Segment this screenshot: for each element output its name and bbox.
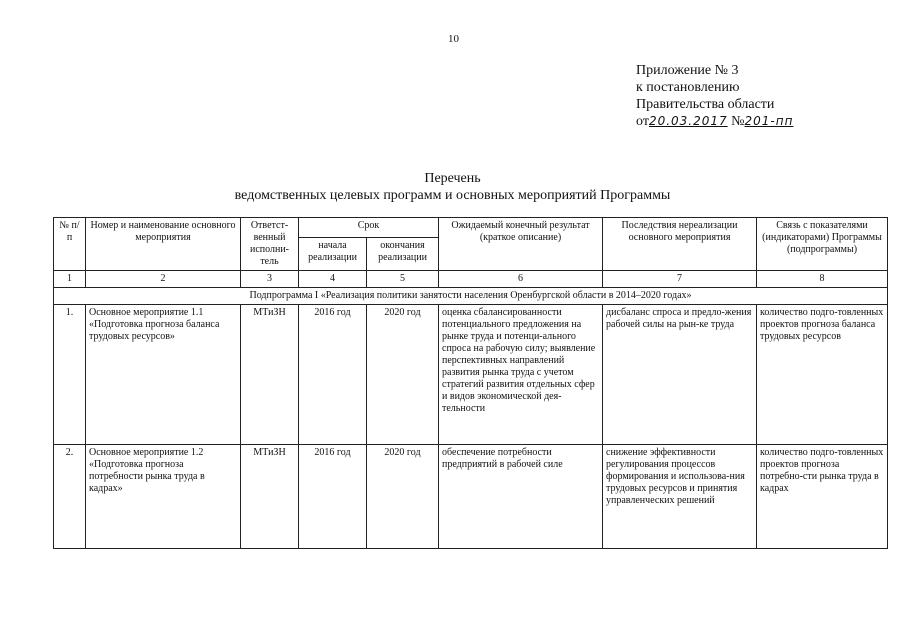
header-result: Ожидаемый конечный результат (краткое описание) (439, 218, 603, 271)
row-result: обеспечение потребности предприятий в рабочей силе (439, 445, 603, 549)
col-number: 8 (757, 271, 888, 288)
programs-table (53, 217, 888, 549)
row-executor: МТиЗН (241, 305, 299, 445)
row-name: Основное мероприятие 1.2 «Подготовка прогноза потребности рынка труда в кадрах» (86, 445, 241, 549)
title-line-2: ведомственных целевых программ и основных мероприятий Программы (234, 188, 671, 203)
row-name: Основное мероприятие 1.1 «Подготовка прогноза баланса трудовых ресурсов» (86, 305, 241, 445)
row-link: количество подго-товленных проектов прогноза баланса трудовых ресурсов (757, 305, 888, 445)
appendix-date-line (636, 113, 793, 130)
column-numbers-row (54, 271, 888, 288)
row-num: 2. (54, 445, 86, 549)
date-prefix: от (636, 114, 649, 129)
appendix-block (636, 62, 793, 130)
col-number: 4 (299, 271, 367, 288)
title-line-1: Перечень (424, 171, 481, 186)
col-number: 1 (54, 271, 86, 288)
table-row (54, 445, 888, 549)
header-end: окончания реализации (367, 237, 439, 270)
appendix-line-3: Правительства области (636, 97, 775, 112)
header-name: Номер и наименование основного мероприятия (86, 218, 241, 271)
col-number: 5 (367, 271, 439, 288)
appendix-line-2: к постановлению (636, 80, 740, 95)
appendix-line-1: Приложение № 3 (636, 63, 739, 78)
col-number: 2 (86, 271, 241, 288)
col-number: 6 (439, 271, 603, 288)
header-link: Связь с показателями (индикаторами) Программы (подпрограммы) (757, 218, 888, 271)
header-start: начала реализации (299, 237, 367, 270)
row-executor: МТиЗН (241, 445, 299, 549)
number-prefix: № (731, 114, 745, 129)
row-num: 1. (54, 305, 86, 445)
header-executor: Ответст-венный исполни-тель (241, 218, 299, 271)
page-number: 10 (448, 33, 459, 45)
number-value: 201-пп (744, 114, 794, 128)
row-start: 2016 год (299, 445, 367, 549)
row-consequences: снижение эффективности регулирования процессов формирования и использова-ния трудовых ресурсов и принятия управленческих решений (603, 445, 757, 549)
date-value: 20.03.2017 (648, 114, 728, 128)
row-link: количество подго-товленных проектов прогноза потребно-сти рынка труда в кадрах (757, 445, 888, 549)
row-end: 2020 год (367, 445, 439, 549)
table-row (54, 305, 888, 445)
subprogram-row (54, 288, 888, 305)
header-num: № п/п (54, 218, 86, 271)
row-result: оценка сбалансированности потенциального предложения на рынке труда и потенци-ального спроса на рабочую силу; выявление перспективных направлений развития рынка труда с учетом стратегий развития отдельных сфер и видов экономической дея-тельности (439, 305, 603, 445)
header-row-1 (54, 218, 888, 238)
col-number: 3 (241, 271, 299, 288)
row-consequences: дисбаланс спроса и предло-жения рабочей силы на рын-ке труда (603, 305, 757, 445)
col-number: 7 (603, 271, 757, 288)
subprogram-title: Подпрограмма I «Реализация политики занятости населения Оренбургской области в 2014–2020 годах» (54, 288, 888, 305)
row-end: 2020 год (367, 305, 439, 445)
document-title (0, 170, 905, 204)
header-consequences: Последствия нереализации основного мероприятия (603, 218, 757, 271)
header-term: Срок (299, 218, 439, 238)
row-start: 2016 год (299, 305, 367, 445)
